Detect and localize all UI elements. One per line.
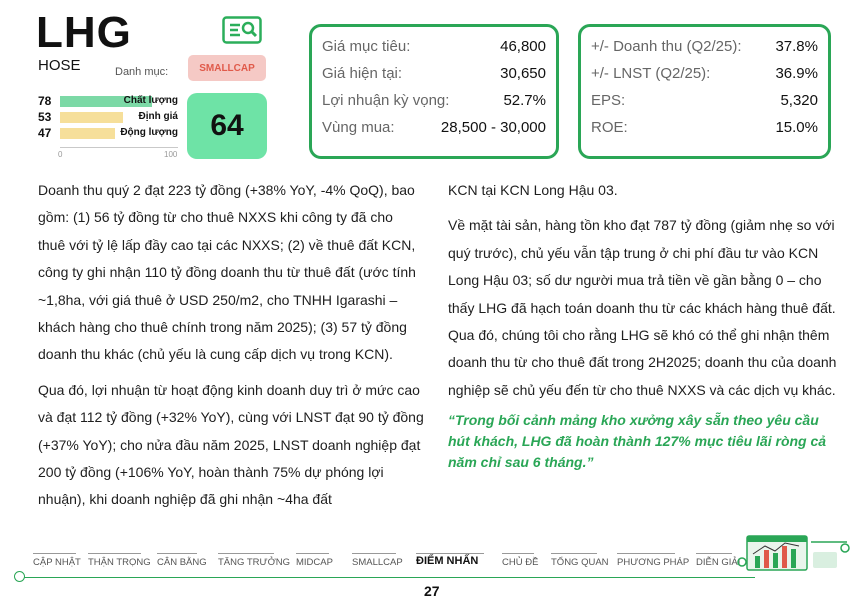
nav-item-rule	[296, 553, 329, 554]
roe-label: ROE:	[591, 119, 628, 136]
page-number: 27	[424, 583, 440, 599]
profit-growth-value: 36.9%	[775, 65, 818, 82]
category-badge: SMALLCAP	[188, 55, 266, 81]
valuation-bar	[60, 112, 123, 123]
performance-box	[578, 24, 831, 159]
nav-item-rule	[88, 553, 141, 554]
search-document-icon	[222, 16, 262, 44]
nav-item-5[interactable]: SMALLCAP	[352, 557, 403, 568]
current-price-label: Giá hiện tại:	[322, 65, 403, 82]
nav-item-rule	[352, 553, 396, 554]
highlight-quote: “Trong bối cảnh mảng kho xưởng xây sẵn theo yêu cầu hút khách, LHG đã hoàn thành 127% mục tiêu lãi ròng cả năm chỉ sau 6 tháng.”	[448, 412, 827, 471]
momentum-label: Động lượng	[120, 127, 178, 138]
axis-min: 0	[58, 150, 63, 159]
body-paragraph: KCN tại KCN Long Hậu 03.	[448, 182, 618, 198]
revenue-growth-value: 37.8%	[775, 38, 818, 55]
expected-return-label: Lợi nhuận kỳ vọng:	[322, 92, 450, 109]
nav-item-rule	[157, 553, 197, 554]
ticker-symbol: LHG	[36, 8, 132, 57]
body-right-column	[448, 177, 844, 481]
profit-growth-label: +/- LNST (Q2/25):	[591, 65, 711, 82]
nav-item-rule	[551, 553, 597, 554]
expected-return-value: 52.7%	[503, 92, 546, 109]
buy-zone-value: 28,500 - 30,000	[440, 119, 546, 136]
target-price-label: Giá mục tiêu:	[322, 38, 411, 55]
metric-row	[591, 114, 818, 141]
momentum-bar	[60, 128, 115, 139]
eps-value: 5,320	[780, 92, 818, 109]
nav-item-2[interactable]: CÂN BẰNG	[157, 557, 207, 568]
momentum-score: 47	[38, 126, 52, 140]
category-label: Danh mục:	[115, 66, 169, 78]
metric-row	[591, 33, 818, 60]
revenue-growth-label: +/- Doanh thu (Q2/25):	[591, 38, 742, 55]
metric-row	[322, 33, 546, 60]
body-left-column	[38, 177, 424, 522]
metric-row	[322, 114, 546, 141]
body-paragraph: Qua đó, lợi nhuận từ hoạt động kinh doanh duy trì ở mức cao và đạt 112 tỷ đồng (+32% YoY), cùng với LNST đạt 90 tỷ đồng (+37% YoY); cho nửa đầu năm 2025, LNST doanh nghiệp đạt 200 tỷ đồng (+106% YoY, hoàn thành 75% dự phóng lợi nhuận), khi doanh nghiệp đã ghi nhận ~4ha đất	[38, 381, 424, 508]
body-paragraph: Về mặt tài sản, hàng tồn kho đạt 787 tỷ đồng (giảm nhẹ so với quý trước), chủ yếu vẫn tập trung ở chi phí đầu tư vào KCN Long Hậu 03; số dư người mua trả tiền về gần bằng 0 – cho thấy LHG đã hạch toán doanh thu từ các khách hàng thuê đất. Qua đó, chúng tôi cho rằng LHG sẽ khó có thể ghi nhận thêm doanh thu từ cho thuê đất trong 2H2025; doanh thu của doanh nghiệp sẽ chủ yếu đến từ cho thuê NXXS và các dịch vụ khác.	[448, 217, 837, 398]
body-paragraph: Doanh thu quý 2 đạt 223 tỷ đồng (+38% YoY, -4% QoQ), bao gồm: (1) 56 tỷ đồng từ cho thuê NXXS khi công ty đã cho thuê với tỷ lệ lấp đầy cao tại các NXXS; (2) về thuê đất KCN, công ty ghi nhận 110 tỷ đồng doanh thu từ thuê đất (ước tính ~1,8ha, với giá thuê ở USD 250/m2, cho TNHH Igarashi – khách hàng cho thuê chính trong năm 2025); (3) 57 tỷ đồng doanh thu khác (chủ yếu là cung cấp dịch vụ trong KCN).	[38, 182, 416, 363]
eps-label: EPS:	[591, 92, 626, 109]
score-row-quality	[38, 94, 180, 110]
monitor-chart-icon	[737, 534, 851, 572]
nav-item-8[interactable]: TỔNG QUAN	[551, 557, 609, 568]
overall-score: 64	[187, 93, 267, 159]
nav-item-rule	[617, 553, 675, 554]
metric-row	[322, 60, 546, 87]
nav-item-10[interactable]: DIỄN GIẢI	[696, 557, 741, 568]
nav-item-6[interactable]: ĐIỂM NHẤN	[416, 555, 479, 567]
nav-item-4[interactable]: MIDCAP	[296, 557, 333, 568]
nav-item-7[interactable]: CHỦ ĐỀ	[502, 557, 539, 568]
exchange-name: HOSE	[38, 57, 81, 74]
nav-dot	[14, 571, 25, 582]
roe-value: 15.0%	[775, 119, 818, 136]
axis-max: 100	[164, 150, 178, 159]
nav-item-rule	[33, 553, 76, 554]
metric-row	[322, 87, 546, 114]
nav-item-1[interactable]: THẬN TRỌNG	[88, 557, 151, 568]
current-price-value: 30,650	[500, 65, 546, 82]
quality-score: 78	[38, 94, 52, 108]
nav-item-rule	[218, 553, 274, 554]
nav-line	[20, 577, 755, 578]
valuation-box	[309, 24, 559, 159]
nav-item-3[interactable]: TĂNG TRƯỞNG	[218, 557, 291, 568]
nav-item-rule	[416, 553, 484, 554]
nav-item-rule	[502, 553, 534, 554]
quality-label: Chất lượng	[123, 95, 178, 106]
score-row-momentum	[38, 126, 180, 142]
score-row-valuation	[38, 110, 180, 126]
target-price-value: 46,800	[500, 38, 546, 55]
score-axis	[60, 147, 178, 148]
metric-row	[591, 60, 818, 87]
nav-item-9[interactable]: PHƯƠNG PHÁP	[617, 557, 690, 568]
nav-item-rule	[696, 553, 732, 554]
buy-zone-label: Vùng mua:	[322, 119, 395, 136]
valuation-score: 53	[38, 110, 52, 124]
nav-item-0[interactable]: CẬP NHẬT	[33, 557, 81, 568]
score-breakdown	[38, 94, 180, 142]
valuation-label: Định giá	[138, 111, 178, 122]
metric-row	[591, 87, 818, 114]
